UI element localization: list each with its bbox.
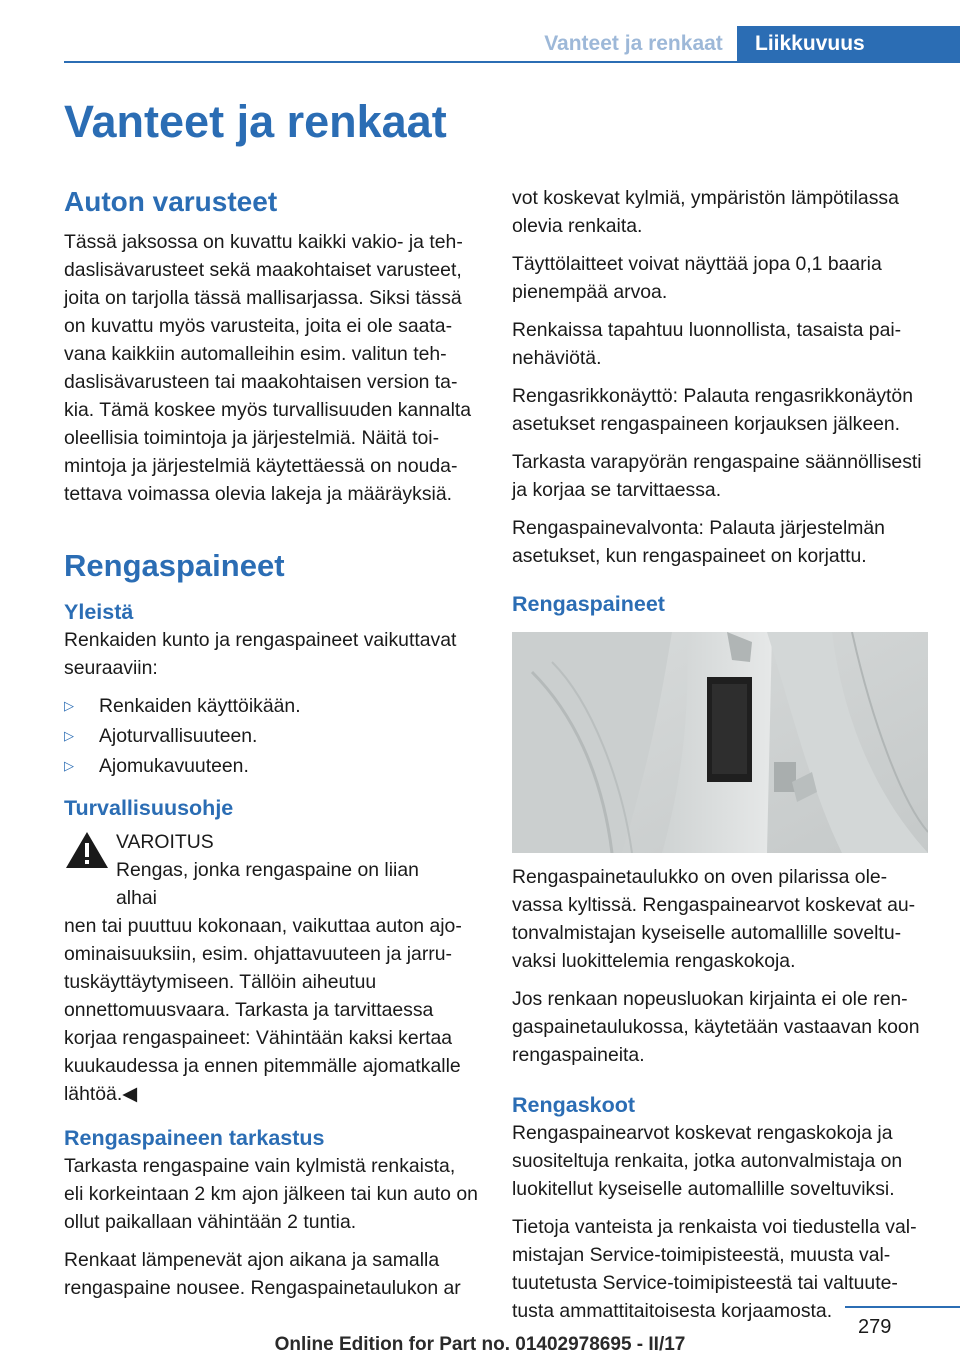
right-column: [512, 184, 930, 1335]
rengaskoot-heading: Rengaskoot: [512, 1093, 636, 1117]
footer-rule: [845, 1306, 960, 1308]
edition-footer: Online Edition for Part no. 01402978695 - II/17: [274, 1334, 686, 1355]
chapter-tab: Liikkuvuus: [737, 26, 960, 61]
list-item: ▷ Renkaiden käyttöikään.: [64, 692, 478, 720]
image-caption-2: Jos renkaan nopeusluokan kirjainta ei ole rengaspainetaulukossa, käytetään vastaavan koon rengaspaineita.: [512, 988, 920, 1066]
auton-varusteet-text: Tässä jaksossa on kuvattu kaikki vakio- ja tehdaslisävarusteet sekä maakohtaiset varusteet, joita on tarjolla tässä mallisarjassa. Siksi tässä on kuvattu myös varusteita, joita ei ole saatavana kaikkiin automalleihin esim. valitun tehdaslisävarusteen tai maakohtaisen version takia. Tämä koskee myös turvallisuuden kannalta oleellisia toimintoja ja järjestelmiä. Näitä toimintoja ja järjestelmiä käytettäessä on noudatettava voimassa olevia lakeja ja määräyksiä.: [64, 231, 472, 505]
cont-text-4: Rengasrikkonäyttö: Palauta rengasrikkonäytön asetukset rengaspaineen korjauksen jälkeen.: [512, 385, 913, 435]
page-number: 279: [858, 1316, 892, 1338]
list-item: ▷ Ajomukavuuteen.: [64, 752, 478, 780]
bullet-triangle-icon: ▷: [64, 758, 74, 773]
rengaspaineet-subheading: Rengaspaineet: [512, 592, 665, 616]
bullet-triangle-icon: ▷: [64, 728, 74, 743]
left-column: [64, 184, 478, 1312]
image-caption-1: Rengaspainetaulukko on oven pilarissa olevassa kyltissä. Rengaspainearvot koskevat autonvalmistajan kyseiselle automallille soveltuvaksi luokittelemia rengaskokoja.: [512, 866, 916, 972]
yleista-heading: Yleistä: [64, 600, 134, 624]
tarkastus-text-2: Renkaat lämpenevät ajon aikana ja samalla rengaspaine nousee. Rengaspainetaulukon ar: [64, 1249, 461, 1299]
rengaskoot-text-2: Tietoja vanteista ja renkaista voi tiedustella valmistajan Service-toimipisteestä, muusta valtuutetusta Service-toimipisteestä tai valtuutetusta ammattitaitoisesta korjaamosta.: [512, 1216, 917, 1322]
turvallisuusohje-heading: Turvallisuusohje: [64, 796, 234, 820]
bullet-triangle-icon: ▷: [64, 698, 74, 713]
rengaspaineet-heading: Rengaspaineet: [64, 548, 285, 583]
page-title: Vanteet ja renkaat: [64, 96, 447, 147]
effects-list: [64, 692, 478, 780]
tarkastus-heading: Rengaspaineen tarkastus: [64, 1126, 325, 1150]
rengaskoot-text-1: Rengaspainearvot koskevat rengaskokoja ja suositeltuja renkaita, jotka autonvalmistaja on luokitellut kyseiselle automallille soveltuviksi.: [512, 1122, 903, 1200]
cont-text-5: Tarkasta varapyörän rengaspaine säännöllisesti ja korjaa se tarvittaessa.: [512, 451, 922, 501]
cont-text-2: Täyttölaitteet voivat näyttää jopa 0,1 baaria pienempää arvoa.: [512, 253, 882, 303]
cont-text-1: vot koskevat kylmiä, ympäristön lämpötilassa olevia renkaita.: [512, 187, 899, 237]
header-rule: [64, 61, 960, 63]
auton-varusteet-heading: Auton varusteet: [64, 186, 278, 217]
cont-text-3: Renkaissa tapahtuu luonnollista, tasaista painehäviötä.: [512, 319, 902, 369]
yleista-text: Renkaiden kunto ja rengaspaineet vaikuttavat seuraaviin:: [64, 629, 457, 679]
warning-triangle-icon: [64, 828, 116, 912]
warning-label: VAROITUS: [116, 831, 214, 853]
door-pillar-image: [512, 632, 928, 853]
list-item: ▷ Ajoturvallisuuteen.: [64, 722, 478, 750]
warning-block: [64, 828, 478, 912]
warning-text: nen tai puuttuu kokonaan, vaikuttaa auton ajoominaisuuksiin, esim. ohjattavuuteen ja jarrutuskäyttäytymiseen. Tällöin aiheutuu onnettomuusvaara. Tarkasta ja tarvittaessa korjaa rengaspaineet: Vähintään kaksi kertaa kuukaudessa ja ennen pitemmälle ajomatkalle lähtöä.◀: [64, 915, 462, 1105]
section-tab: Vanteet ja renkaat: [544, 32, 723, 55]
warning-lead: Rengas, jonka rengaspaine on liian alhai: [116, 859, 419, 909]
cont-text-6: Rengaspainevalvonta: Palauta järjestelmän asetukset, kun rengaspaineet on korjattu.: [512, 517, 885, 567]
tarkastus-text-1: Tarkasta rengaspaine vain kylmistä renkaista, eli korkeintaan 2 km ajon jälkeen tai kun auto on ollut paikallaan vähintään 2 tuntia.: [64, 1155, 478, 1233]
